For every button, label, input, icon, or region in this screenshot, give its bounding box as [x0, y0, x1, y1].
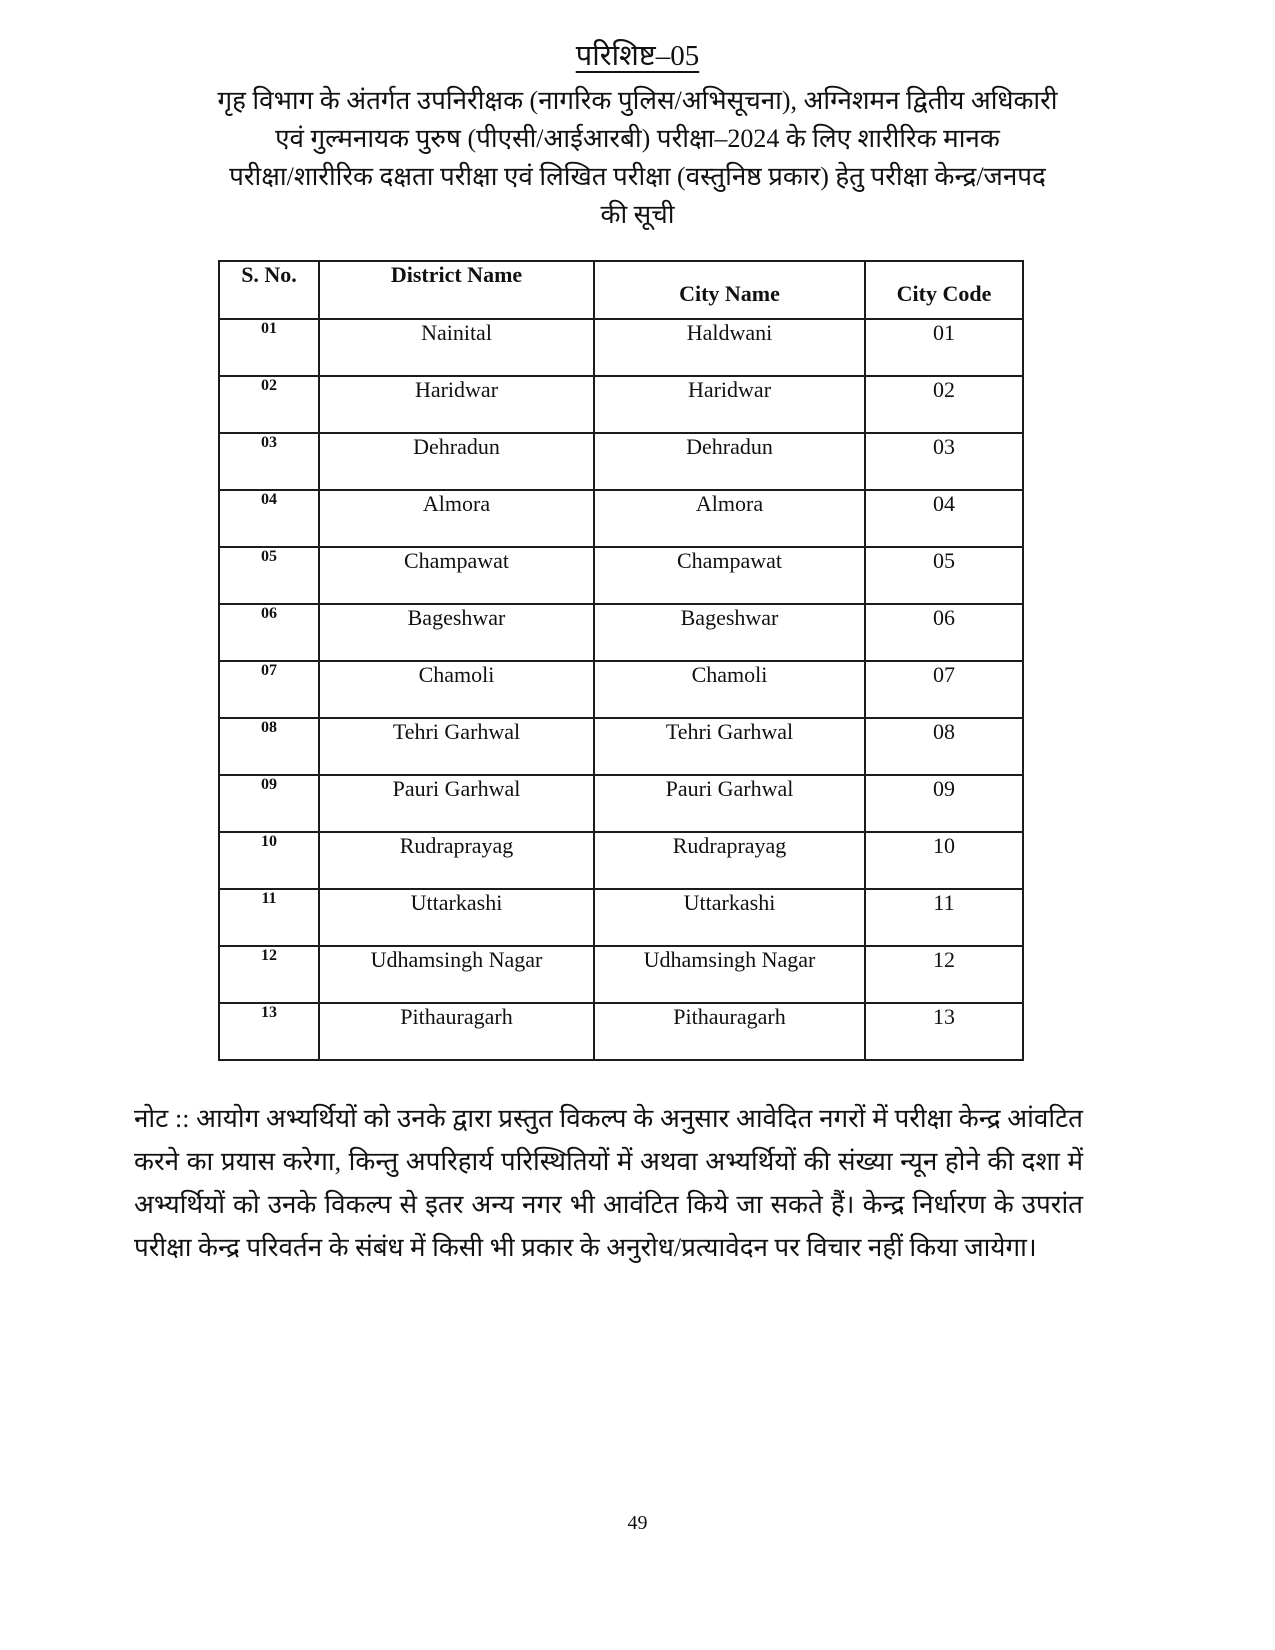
cell-code: 11	[865, 889, 1023, 946]
table-row	[219, 718, 1023, 775]
cell-district: Tehri Garhwal	[319, 718, 594, 775]
page-title-text: परिशिष्ट–05	[575, 40, 700, 72]
cell-code: 06	[865, 604, 1023, 661]
table-row	[219, 889, 1023, 946]
intro-line: एवं गुल्मनायक पुरुष (पीएसी/आईआरबी) परीक्षा–2024 के लिए शारीरिक मानक	[275, 124, 1000, 153]
cell-code: 07	[865, 661, 1023, 718]
note-paragraph: नोट :: आयोग अभ्यर्थियों को उनके द्वारा प्रस्तुत विकल्प के अनुसार आवेदित नगरों में परीक्षा केन्द्र आंवटित करने का प्रयास करेगा, किन्तु अपरिहार्य परिस्थितियों में अथवा अभ्यर्थियों की संख्या न्यून होने की दशा में अभ्यर्थियों को उनके विकल्प से इतर अन्य नगर भी आवंटित किये जा सकते हैं। केन्द्र निर्धारण के उपरांत परीक्षा केन्द्र परिवर्तन के संबंध में किसी भी प्रकार के अनुरोध/प्रत्यावेदन पर विचार नहीं किया जायेगा।	[134, 1104, 1083, 1262]
cell-sno: 05	[219, 547, 319, 604]
table-row	[219, 946, 1023, 1003]
cell-sno: 04	[219, 490, 319, 547]
header-city: City Name	[594, 261, 865, 319]
exam-centers-table	[218, 260, 1024, 1061]
cell-city: Pauri Garhwal	[594, 775, 865, 832]
cell-sno: 07	[219, 661, 319, 718]
table-row	[219, 433, 1023, 490]
cell-district: Nainital	[319, 319, 594, 376]
cell-city: Rudraprayag	[594, 832, 865, 889]
cell-city: Tehri Garhwal	[594, 718, 865, 775]
header-city-code: City Code	[865, 261, 1023, 319]
table-row	[219, 376, 1023, 433]
cell-code: 10	[865, 832, 1023, 889]
cell-sno: 06	[219, 604, 319, 661]
cell-district: Dehradun	[319, 433, 594, 490]
table-row	[219, 661, 1023, 718]
table-row	[219, 319, 1023, 376]
cell-city: Uttarkashi	[594, 889, 865, 946]
cell-district: Chamoli	[319, 661, 594, 718]
cell-sno: 12	[219, 946, 319, 1003]
cell-code: 05	[865, 547, 1023, 604]
cell-city: Bageshwar	[594, 604, 865, 661]
cell-sno: 03	[219, 433, 319, 490]
table-row	[219, 1003, 1023, 1060]
header-sno: S. No.	[219, 261, 319, 319]
cell-code: 02	[865, 376, 1023, 433]
cell-sno: 09	[219, 775, 319, 832]
cell-city: Almora	[594, 490, 865, 547]
cell-district: Pauri Garhwal	[319, 775, 594, 832]
cell-district: Uttarkashi	[319, 889, 594, 946]
cell-code: 01	[865, 319, 1023, 376]
cell-district: Rudraprayag	[319, 832, 594, 889]
cell-city: Pithauragarh	[594, 1003, 865, 1060]
cell-sno: 02	[219, 376, 319, 433]
intro-line: की सूची	[600, 200, 675, 229]
cell-city: Haridwar	[594, 376, 865, 433]
intro-line: गृह विभाग के अंतर्गत उपनिरीक्षक (नागरिक पुलिस/अभिसूचना), अग्निशमन द्वितीय अधिकारी	[217, 86, 1058, 115]
cell-code: 09	[865, 775, 1023, 832]
cell-district: Almora	[319, 490, 594, 547]
page-number: 49	[627, 1512, 648, 1534]
table-header-row	[219, 261, 1023, 319]
cell-district: Udhamsingh Nagar	[319, 946, 594, 1003]
cell-city: Dehradun	[594, 433, 865, 490]
table-row	[219, 490, 1023, 547]
cell-district: Champawat	[319, 547, 594, 604]
table-row	[219, 547, 1023, 604]
cell-sno: 01	[219, 319, 319, 376]
cell-district: Bageshwar	[319, 604, 594, 661]
table-row	[219, 832, 1023, 889]
header-district: District Name	[319, 261, 594, 319]
cell-sno: 11	[219, 889, 319, 946]
cell-sno: 10	[219, 832, 319, 889]
cell-city: Chamoli	[594, 661, 865, 718]
cell-code: 04	[865, 490, 1023, 547]
table-row	[219, 604, 1023, 661]
intro-heading	[88, 82, 1187, 234]
intro-line: परीक्षा/शारीरिक दक्षता परीक्षा एवं लिखित परीक्षा (वस्तुनिष्ठ प्रकार) हेतु परीक्षा केन्द्र/जनपद	[229, 162, 1046, 191]
cell-city: Udhamsingh Nagar	[594, 946, 865, 1003]
cell-code: 08	[865, 718, 1023, 775]
cell-code: 13	[865, 1003, 1023, 1060]
cell-city: Champawat	[594, 547, 865, 604]
cell-sno: 08	[219, 718, 319, 775]
table-row	[219, 775, 1023, 832]
cell-code: 03	[865, 433, 1023, 490]
cell-district: Haridwar	[319, 376, 594, 433]
cell-district: Pithauragarh	[319, 1003, 594, 1060]
cell-code: 12	[865, 946, 1023, 1003]
cell-city: Haldwani	[594, 319, 865, 376]
page-title	[0, 0, 1275, 76]
cell-sno: 13	[219, 1003, 319, 1060]
